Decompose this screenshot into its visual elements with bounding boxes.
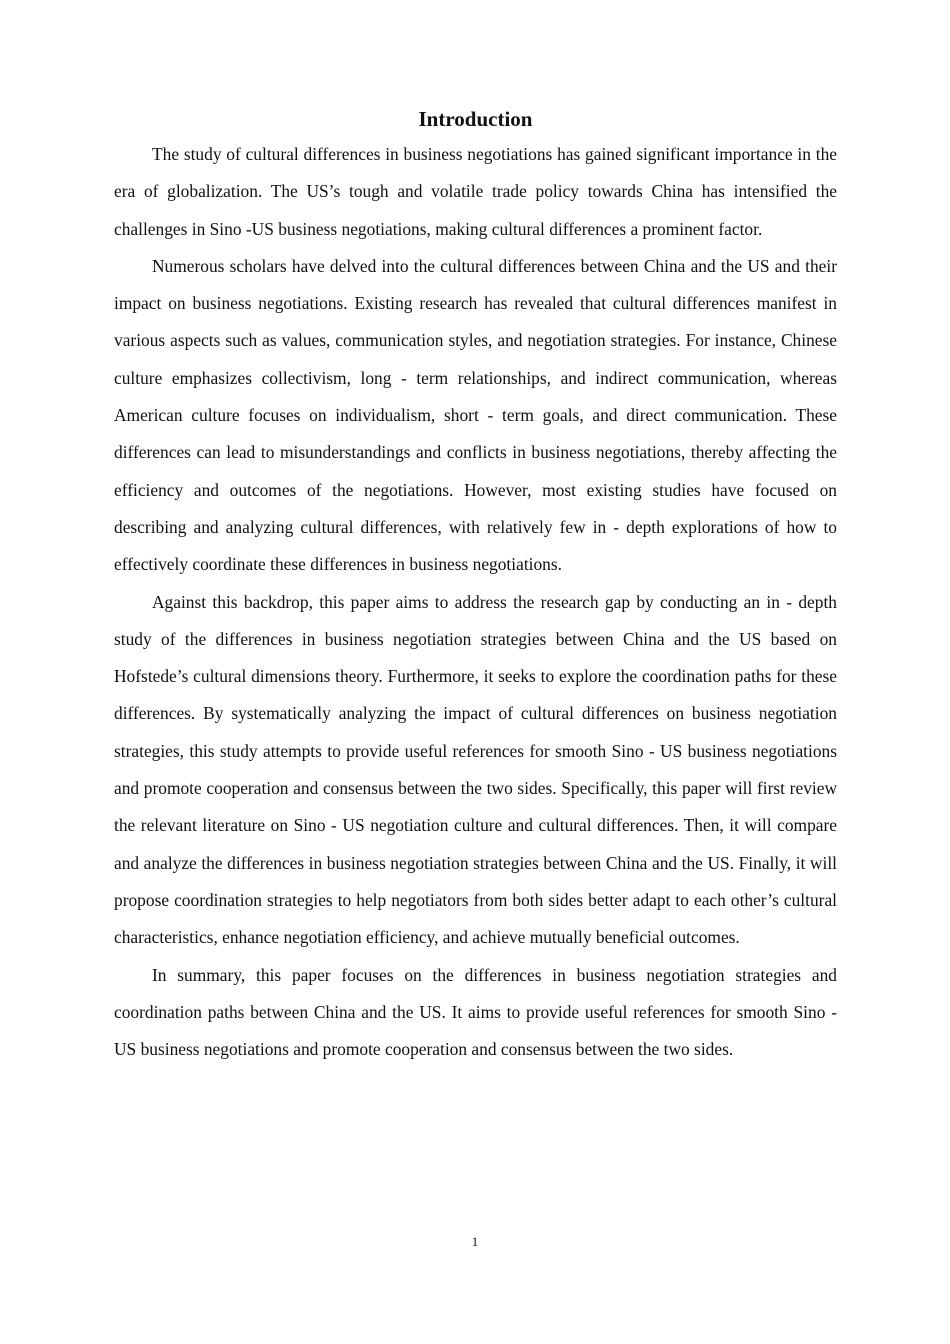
page-number: 1 [471, 1234, 479, 1249]
paragraph-4: In summary, this paper focuses on the differences in business negotiation strategies and coordination paths between China and the US. It aims to provide useful references for smooth Sino - US business negotiations and promote cooperation and consensus between the two sides. [114, 964, 837, 1060]
paragraph-1: The study of cultural differences in business negotiations has gained significant importance in the era of globalization. The US’s tough and volatile trade policy towards China has intensified the challenges in Sino -US business negotiations, making cultural differences a prominent factor. [114, 144, 837, 239]
paragraph-2: Numerous scholars have delved into the cultural differences between China and the US and their impact on business negotiations. Existing research has revealed that cultural differences manifest in various aspects such as values, communication styles, and negotiation strategies. For instance, Chinese culture emphasizes collectivism, long - term relationships, and indirect communication, whereas American culture focuses on individualism, short - term goals, and direct communication. These differences can lead to misunderstandings and conflicts in business negotiations, thereby affecting the efficiency and outcomes of the negotiations. However, most existing studies have focused on describing and analyzing cultural differences, with relatively few in - depth explorations of how to effectively coordinate these differences in business negotiations. [114, 255, 837, 575]
section-heading: Introduction [418, 107, 533, 131]
page-content [114, 105, 837, 1068]
paragraph-3: Against this backdrop, this paper aims to address the research gap by conducting an in - depth study of the differences in business negotiation strategies between China and the US based on Hofstede’s cultural dimensions theory. Furthermore, it seeks to explore the coordination paths for these differences. By systematically analyzing the impact of cultural differences on business negotiation strategies, this study attempts to provide useful references for smooth Sino - US business negotiations and promote cooperation and consensus between the two sides. Specifically, this paper will first review the relevant literature on Sino - US negotiation culture and cultural differences. Then, it will compare and analyze the differences in business negotiation strategies between China and the US. Finally, it will propose coordination strategies to help negotiators from both sides better adapt to each other’s cultural characteristics, enhance negotiation efficiency, and achieve mutually beneficial outcomes. [114, 591, 837, 948]
